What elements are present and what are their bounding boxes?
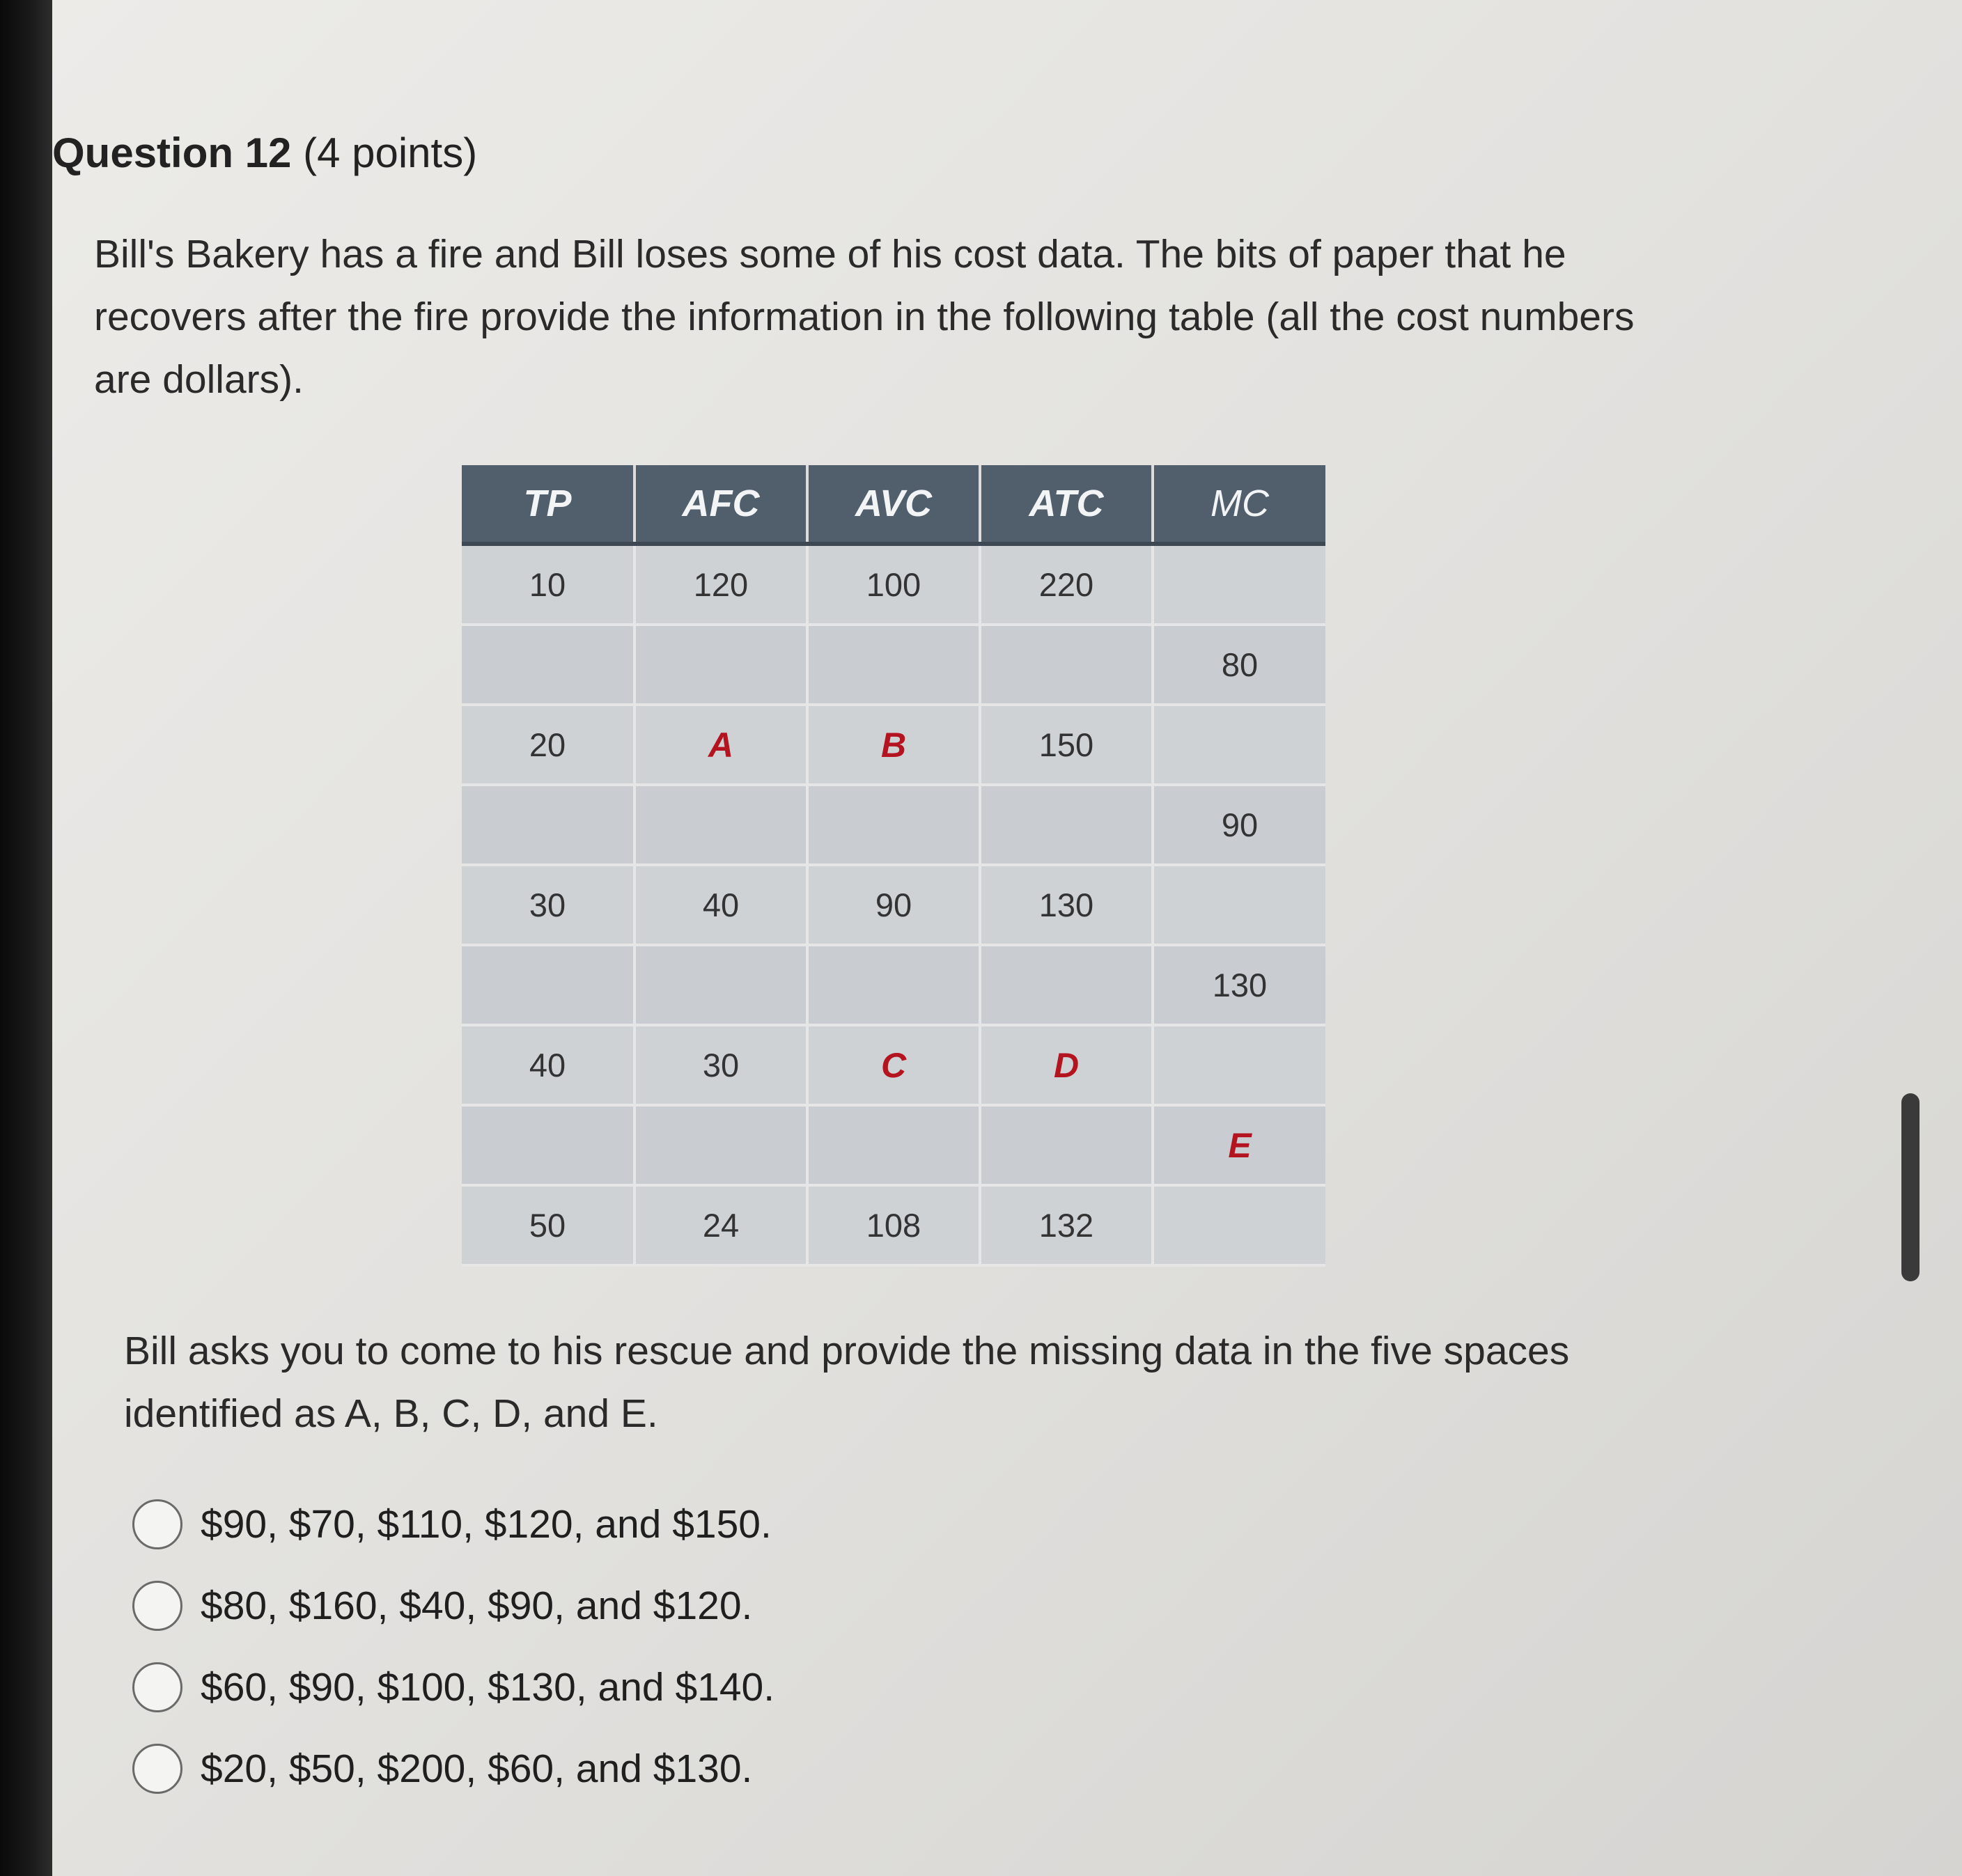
cell-tp: 10 xyxy=(462,544,634,625)
header-afc: AFC xyxy=(634,465,807,544)
cell-avc xyxy=(807,1105,980,1185)
header-atc: ATC xyxy=(980,465,1153,544)
cell-atc: 220 xyxy=(980,544,1153,625)
cost-table xyxy=(462,465,1325,1267)
cell-mc: 130 xyxy=(1153,945,1325,1025)
cell-tp: 30 xyxy=(462,865,634,945)
cell-atc xyxy=(980,785,1153,865)
cell-atc: 130 xyxy=(980,865,1153,945)
header-avc: AVC xyxy=(807,465,980,544)
cell-tp: 40 xyxy=(462,1025,634,1105)
radio-button[interactable] xyxy=(132,1581,182,1631)
cell-afc xyxy=(634,945,807,1025)
answer-option-label: $80, $160, $40, $90, and $120. xyxy=(201,1583,753,1628)
table-row xyxy=(462,865,1325,945)
question-title xyxy=(52,129,477,177)
radio-button[interactable] xyxy=(132,1662,182,1712)
cell-afc xyxy=(634,785,807,865)
cell-avc xyxy=(807,945,980,1025)
table-row xyxy=(462,1185,1325,1265)
cell-afc: 30 xyxy=(634,1025,807,1105)
cell-mc: 80 xyxy=(1153,625,1325,705)
table-row xyxy=(462,1105,1325,1185)
table-body xyxy=(462,544,1325,1265)
cell-mc xyxy=(1153,865,1325,945)
cell-mc: E xyxy=(1153,1105,1325,1185)
radio-button[interactable] xyxy=(132,1499,182,1549)
cell-tp xyxy=(462,1105,634,1185)
answer-option-1[interactable] xyxy=(132,1483,774,1565)
cell-tp: 50 xyxy=(462,1185,634,1265)
cell-afc: 40 xyxy=(634,865,807,945)
answer-option-3[interactable] xyxy=(132,1646,774,1728)
table-row xyxy=(462,705,1325,785)
cell-atc xyxy=(980,625,1153,705)
cell-avc: 108 xyxy=(807,1185,980,1265)
answer-option-label: $90, $70, $110, $120, and $150. xyxy=(201,1501,772,1547)
answer-options xyxy=(132,1483,774,1809)
cell-mc: 90 xyxy=(1153,785,1325,865)
cell-mc xyxy=(1153,1025,1325,1105)
cell-avc: B xyxy=(807,705,980,785)
radio-button[interactable] xyxy=(132,1744,182,1794)
cell-avc xyxy=(807,785,980,865)
header-tp: TP xyxy=(462,465,634,544)
question-follow-up: Bill asks you to come to his rescue and provide the missing data in the five spaces identified as A, B, C, D, and E. xyxy=(124,1329,1570,1436)
cell-atc xyxy=(980,945,1153,1025)
cell-afc: 120 xyxy=(634,544,807,625)
cell-avc: 90 xyxy=(807,865,980,945)
cell-avc xyxy=(807,625,980,705)
answer-option-label: $20, $50, $200, $60, and $130. xyxy=(201,1746,753,1791)
cell-tp: 20 xyxy=(462,705,634,785)
table-row xyxy=(462,1025,1325,1105)
table-row xyxy=(462,945,1325,1025)
cell-tp xyxy=(462,785,634,865)
question-number: Question 12 xyxy=(52,130,292,176)
table-row xyxy=(462,544,1325,625)
cell-avc: C xyxy=(807,1025,980,1105)
screen-bezel xyxy=(0,0,52,1876)
header-mc: MC xyxy=(1153,465,1325,544)
question-points: (4 points) xyxy=(303,130,478,176)
cell-mc xyxy=(1153,544,1325,625)
cell-atc: 150 xyxy=(980,705,1153,785)
cell-mc xyxy=(1153,1185,1325,1265)
scrollbar-thumb[interactable] xyxy=(1901,1093,1920,1281)
cell-afc xyxy=(634,625,807,705)
question-text: Bill's Bakery has a fire and Bill loses some of his cost data. The bits of paper that he recovers after the fire provide the information in the following table (all the cost numbers are dollars). xyxy=(94,232,1635,402)
cell-tp xyxy=(462,625,634,705)
cell-mc xyxy=(1153,705,1325,785)
cell-afc: A xyxy=(634,705,807,785)
table-header-row xyxy=(462,465,1325,544)
cell-avc: 100 xyxy=(807,544,980,625)
cell-afc xyxy=(634,1105,807,1185)
cell-atc xyxy=(980,1105,1153,1185)
answer-option-4[interactable] xyxy=(132,1728,774,1809)
table-row xyxy=(462,625,1325,705)
table-row xyxy=(462,785,1325,865)
cell-afc: 24 xyxy=(634,1185,807,1265)
cell-atc: 132 xyxy=(980,1185,1153,1265)
cell-atc: D xyxy=(980,1025,1153,1105)
answer-option-label: $60, $90, $100, $130, and $140. xyxy=(201,1664,775,1710)
answer-option-2[interactable] xyxy=(132,1565,774,1646)
cell-tp xyxy=(462,945,634,1025)
